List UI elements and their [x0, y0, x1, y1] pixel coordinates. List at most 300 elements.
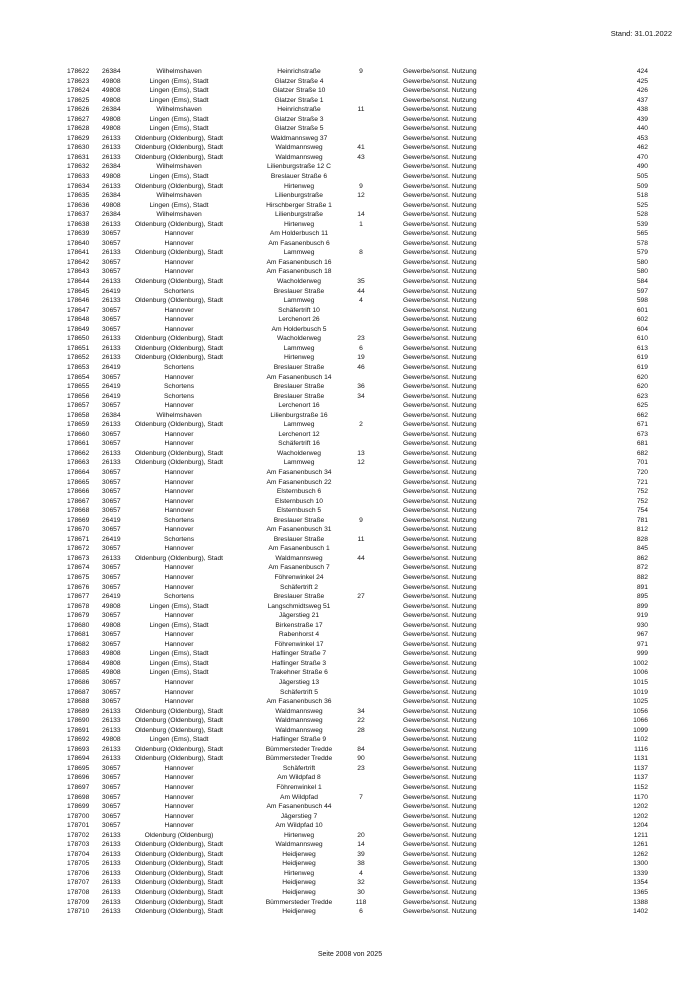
cell-record-id: 178700 — [67, 812, 90, 820]
cell-plz: 26133 — [102, 449, 121, 457]
cell-strasse: Am Fasanenbusch 16 — [266, 258, 332, 266]
cell-strasse: Heinrichstraße — [277, 106, 321, 114]
cell-ort: Oldenburg (Oldenburg), Stadt — [134, 726, 224, 734]
cell-hausnummer: 44 — [357, 287, 365, 295]
cell-hausnummer: 14 — [357, 211, 365, 219]
cell-strasse: Heidjerweg — [282, 879, 316, 887]
cell-record-id: 178660 — [67, 430, 90, 438]
cell-strasse: Am Wildpfad 8 — [277, 774, 321, 782]
cell-wert: 671 — [636, 421, 648, 429]
cell-wert: 528 — [636, 211, 648, 219]
cell-ort: Lingen (Ems), Stadt — [149, 96, 209, 104]
cell-hausnummer: 27 — [357, 593, 365, 601]
cell-nutzung: Gewerbe/sonst. Nutzung — [403, 201, 477, 209]
cell-record-id: 178672 — [67, 545, 90, 553]
table-row — [60, 583, 650, 593]
cell-hausnummer: 44 — [357, 554, 365, 562]
cell-plz: 26133 — [102, 850, 121, 858]
cell-record-id: 178651 — [67, 344, 90, 352]
cell-ort: Oldenburg (Oldenburg), Stadt — [134, 354, 224, 362]
cell-strasse: Haflinger Straße 7 — [271, 650, 327, 658]
cell-plz: 30657 — [102, 764, 121, 772]
cell-nutzung: Gewerbe/sonst. Nutzung — [403, 468, 477, 476]
cell-ort: Hannover — [164, 564, 194, 572]
cell-strasse: Lammweg — [283, 249, 315, 257]
cell-nutzung: Gewerbe/sonst. Nutzung — [403, 402, 477, 410]
cell-plz: 30657 — [102, 468, 121, 476]
cell-hausnummer: 20 — [357, 831, 365, 839]
table-row — [60, 573, 650, 583]
cell-hausnummer: 14 — [357, 841, 365, 849]
cell-ort: Oldenburg (Oldenburg), Stadt — [134, 869, 224, 877]
cell-strasse: Hirtenweg — [283, 354, 315, 362]
cell-strasse: Waldmannsweg — [275, 153, 323, 161]
cell-strasse: Schäfertrift 10 — [278, 306, 320, 314]
cell-wert: 872 — [636, 564, 648, 572]
table-row — [60, 516, 650, 526]
cell-plz: 26133 — [102, 153, 121, 161]
cell-ort: Wilhelmshaven — [156, 211, 202, 219]
table-row — [60, 535, 650, 545]
cell-record-id: 178681 — [67, 631, 90, 639]
cell-wert: 619 — [636, 354, 648, 362]
cell-plz: 26133 — [102, 278, 121, 286]
cell-record-id: 178689 — [67, 707, 90, 715]
cell-plz: 26133 — [102, 717, 121, 725]
cell-nutzung: Gewerbe/sonst. Nutzung — [403, 908, 477, 916]
cell-wert: 580 — [636, 258, 648, 266]
cell-hausnummer: 41 — [357, 144, 365, 152]
cell-plz: 26133 — [102, 220, 121, 228]
table-row — [60, 449, 650, 459]
cell-plz: 49808 — [102, 650, 121, 658]
cell-record-id: 178623 — [67, 77, 90, 85]
table-row — [60, 716, 650, 726]
cell-plz: 26133 — [102, 745, 121, 753]
table-row — [60, 554, 650, 564]
cell-strasse: Lilienburgstraße 16 — [270, 411, 328, 419]
table-row — [60, 678, 650, 688]
cell-ort: Lingen (Ems), Stadt — [149, 621, 209, 629]
cell-ort: Hannover — [164, 507, 194, 515]
table-row — [60, 325, 650, 335]
cell-strasse: Breslauer Straße — [273, 593, 325, 601]
cell-strasse: Bümmersteder Tredde — [265, 755, 333, 763]
cell-strasse: Hirtenweg — [283, 220, 315, 228]
cell-ort: Oldenburg (Oldenburg), Stadt — [134, 889, 224, 897]
cell-ort: Lingen (Ems), Stadt — [149, 173, 209, 181]
cell-strasse: Hirtenweg — [283, 869, 315, 877]
cell-wert: 754 — [636, 507, 648, 515]
cell-nutzung: Gewerbe/sonst. Nutzung — [403, 793, 477, 801]
cell-wert: 681 — [636, 440, 648, 448]
cell-ort: Hannover — [164, 230, 194, 238]
cell-hausnummer: 2 — [359, 421, 363, 429]
cell-ort: Hannover — [164, 640, 194, 648]
table-row — [60, 153, 650, 163]
cell-ort: Hannover — [164, 793, 194, 801]
cell-nutzung: Gewerbe/sonst. Nutzung — [403, 125, 477, 133]
table-row — [60, 602, 650, 612]
cell-plz: 30657 — [102, 545, 121, 553]
cell-ort: Lingen (Ems), Stadt — [149, 659, 209, 667]
cell-nutzung: Gewerbe/sonst. Nutzung — [403, 77, 477, 85]
cell-record-id: 178682 — [67, 640, 90, 648]
cell-plz: 26133 — [102, 869, 121, 877]
cell-strasse: Glatzer Straße 1 — [274, 96, 324, 104]
cell-plz: 30657 — [102, 402, 121, 410]
cell-plz: 49808 — [102, 602, 121, 610]
cell-plz: 26384 — [102, 106, 121, 114]
cell-nutzung: Gewerbe/sonst. Nutzung — [403, 812, 477, 820]
table-row — [60, 191, 650, 201]
table-row — [60, 592, 650, 602]
cell-ort: Oldenburg (Oldenburg), Stadt — [134, 335, 224, 343]
table-row — [60, 525, 650, 535]
cell-record-id: 178662 — [67, 449, 90, 457]
cell-record-id: 178634 — [67, 182, 90, 190]
cell-plz: 49808 — [102, 173, 121, 181]
cell-strasse: Hirschberger Straße 1 — [266, 201, 332, 209]
cell-record-id: 178703 — [67, 841, 90, 849]
cell-wert: 682 — [636, 449, 648, 457]
cell-hausnummer: 4 — [359, 869, 363, 877]
table-row — [60, 707, 650, 717]
cell-nutzung: Gewerbe/sonst. Nutzung — [403, 593, 477, 601]
cell-strasse: Heidjerweg — [282, 889, 316, 897]
table-row — [60, 287, 650, 297]
cell-record-id: 178692 — [67, 736, 90, 744]
cell-nutzung: Gewerbe/sonst. Nutzung — [403, 373, 477, 381]
cell-record-id: 178635 — [67, 192, 90, 200]
cell-nutzung: Gewerbe/sonst. Nutzung — [403, 106, 477, 114]
table-row — [60, 888, 650, 898]
table-row — [60, 267, 650, 277]
cell-strasse: Am Fasanenbusch 14 — [266, 373, 332, 381]
cell-strasse: Waldmannsweg 37 — [270, 134, 328, 142]
cell-plz: 26133 — [102, 841, 121, 849]
cell-nutzung: Gewerbe/sonst. Nutzung — [403, 669, 477, 677]
cell-record-id: 178644 — [67, 278, 90, 286]
table-row — [60, 382, 650, 392]
cell-plz: 26133 — [102, 726, 121, 734]
cell-ort: Hannover — [164, 679, 194, 686]
cell-wert: 426 — [636, 87, 648, 95]
cell-record-id: 178650 — [67, 335, 90, 343]
cell-strasse: Trakehner Straße 6 — [270, 669, 328, 677]
table-row — [60, 258, 650, 268]
cell-record-id: 178687 — [67, 688, 90, 696]
cell-plz: 26133 — [102, 707, 121, 715]
cell-nutzung: Gewerbe/sonst. Nutzung — [403, 860, 477, 868]
cell-plz: 26133 — [102, 908, 121, 916]
cell-nutzung: Gewerbe/sonst. Nutzung — [403, 879, 477, 887]
cell-ort: Oldenburg (Oldenburg), Stadt — [134, 297, 224, 305]
cell-ort: Hannover — [164, 478, 194, 486]
cell-wert: 971 — [636, 640, 648, 648]
cell-nutzung: Gewerbe/sonst. Nutzung — [403, 831, 477, 839]
cell-ort: Hannover — [164, 239, 194, 247]
cell-strasse: Waldmannsweg — [275, 707, 323, 715]
cell-record-id: 178676 — [67, 583, 90, 591]
cell-plz: 30657 — [102, 258, 121, 266]
cell-nutzung: Gewerbe/sonst. Nutzung — [403, 363, 477, 371]
cell-strasse: Am Holderbusch 5 — [271, 325, 327, 333]
cell-record-id: 178631 — [67, 153, 90, 161]
cell-record-id: 178626 — [67, 106, 90, 114]
table-row — [60, 182, 650, 192]
cell-plz: 26419 — [102, 392, 121, 400]
cell-ort: Oldenburg (Oldenburg), Stadt — [134, 344, 224, 352]
cell-wert: 1202 — [633, 812, 648, 820]
cell-ort: Oldenburg (Oldenburg), Stadt — [134, 717, 224, 725]
cell-record-id: 178624 — [67, 87, 90, 95]
cell-strasse: Breslauer Straße — [273, 287, 325, 295]
cell-ort: Hannover — [164, 698, 194, 706]
cell-nutzung: Gewerbe/sonst. Nutzung — [403, 220, 477, 228]
cell-record-id: 178674 — [67, 564, 90, 572]
cell-strasse: Am Fasanenbusch 22 — [266, 478, 332, 486]
cell-strasse: Lammweg — [283, 421, 315, 429]
cell-record-id: 178679 — [67, 612, 90, 620]
table-row — [60, 497, 650, 507]
cell-nutzung: Gewerbe/sonst. Nutzung — [403, 268, 477, 276]
cell-wert: 662 — [636, 411, 648, 419]
table-row — [60, 688, 650, 698]
table-row — [60, 793, 650, 803]
cell-wert: 1170 — [633, 793, 648, 801]
cell-record-id: 178708 — [67, 889, 90, 897]
cell-wert: 518 — [636, 192, 648, 200]
cell-nutzung: Gewerbe/sonst. Nutzung — [403, 707, 477, 715]
cell-nutzung: Gewerbe/sonst. Nutzung — [403, 144, 477, 152]
table-row — [60, 773, 650, 783]
cell-hausnummer: 90 — [357, 755, 365, 763]
cell-ort: Hannover — [164, 430, 194, 438]
cell-nutzung: Gewerbe/sonst. Nutzung — [403, 545, 477, 553]
cell-nutzung: Gewerbe/sonst. Nutzung — [403, 230, 477, 238]
table-row — [60, 630, 650, 640]
cell-wert: 1261 — [633, 841, 648, 849]
cell-wert: 891 — [636, 583, 648, 591]
cell-strasse: Jägerstieg 13 — [278, 679, 320, 686]
cell-strasse: Bümmersteder Tredde — [265, 898, 333, 906]
cell-record-id: 178661 — [67, 440, 90, 448]
cell-nutzung: Gewerbe/sonst. Nutzung — [403, 850, 477, 858]
cell-wert: 673 — [636, 430, 648, 438]
cell-wert: 919 — [636, 612, 648, 620]
cell-wert: 1116 — [634, 745, 648, 753]
table-row — [60, 812, 650, 822]
cell-plz: 49808 — [102, 87, 121, 95]
cell-ort: Hannover — [164, 373, 194, 381]
cell-strasse: Lilienburgstraße — [275, 211, 323, 219]
cell-nutzung: Gewerbe/sonst. Nutzung — [403, 764, 477, 772]
table-row — [60, 306, 650, 316]
cell-ort: Lingen (Ems), Stadt — [149, 201, 209, 209]
cell-wert: 1099 — [633, 726, 648, 734]
cell-wert: 899 — [636, 602, 648, 610]
cell-ort: Lingen (Ems), Stadt — [149, 125, 209, 133]
cell-ort: Hannover — [164, 774, 194, 782]
table-row — [60, 898, 650, 908]
table-row — [60, 859, 650, 869]
table-row — [60, 563, 650, 573]
cell-hausnummer: 9 — [359, 68, 363, 75]
cell-plz: 30657 — [102, 679, 121, 686]
cell-record-id: 178677 — [67, 593, 90, 601]
table-row — [60, 821, 650, 831]
cell-wert: 610 — [636, 335, 648, 343]
cell-wert: 1202 — [633, 803, 648, 811]
table-row — [60, 363, 650, 373]
cell-record-id: 178646 — [67, 297, 90, 305]
table-row — [60, 401, 650, 411]
cell-record-id: 178695 — [67, 764, 90, 772]
cell-nutzung: Gewerbe/sonst. Nutzung — [403, 134, 477, 142]
table-row — [60, 735, 650, 745]
cell-plz: 49808 — [102, 621, 121, 629]
cell-hausnummer: 43 — [357, 153, 365, 161]
cell-strasse: Waldmannsweg — [275, 841, 323, 849]
cell-nutzung: Gewerbe/sonst. Nutzung — [403, 392, 477, 400]
table-row — [60, 544, 650, 554]
table-row — [60, 77, 650, 87]
cell-nutzung: Gewerbe/sonst. Nutzung — [403, 889, 477, 897]
cell-nutzung: Gewerbe/sonst. Nutzung — [403, 478, 477, 486]
cell-ort: Lingen (Ems), Stadt — [149, 669, 209, 677]
cell-plz: 49808 — [102, 669, 121, 677]
cell-nutzung: Gewerbe/sonst. Nutzung — [403, 631, 477, 639]
table-row — [60, 210, 650, 220]
cell-record-id: 178648 — [67, 316, 90, 324]
cell-plz: 26133 — [102, 354, 121, 362]
cell-wert: 1066 — [633, 717, 648, 725]
cell-wert: 1137 — [633, 774, 648, 782]
cell-strasse: Am Fasanenbusch 44 — [266, 803, 332, 811]
cell-plz: 26133 — [102, 889, 121, 897]
cell-hausnummer: 35 — [357, 278, 365, 286]
cell-nutzung: Gewerbe/sonst. Nutzung — [403, 239, 477, 247]
cell-nutzung: Gewerbe/sonst. Nutzung — [403, 688, 477, 696]
cell-wert: 701 — [636, 459, 648, 467]
cell-record-id: 178655 — [67, 383, 90, 391]
cell-hausnummer: 6 — [359, 908, 363, 916]
cell-record-id: 178657 — [67, 402, 90, 410]
cell-nutzung: Gewerbe/sonst. Nutzung — [403, 192, 477, 200]
cell-hausnummer: 13 — [357, 449, 365, 457]
cell-plz: 26133 — [102, 249, 121, 257]
cell-hausnummer: 11 — [357, 106, 365, 114]
cell-hausnummer: 34 — [357, 392, 365, 400]
cell-strasse: Heidjerweg — [282, 860, 316, 868]
cell-wert: 525 — [636, 201, 648, 209]
cell-strasse: Am Holderbusch 11 — [269, 230, 329, 238]
cell-plz: 30657 — [102, 268, 121, 276]
cell-nutzung: Gewerbe/sonst. Nutzung — [403, 554, 477, 562]
cell-plz: 26133 — [102, 335, 121, 343]
cell-nutzung: Gewerbe/sonst. Nutzung — [403, 488, 477, 496]
cell-nutzung: Gewerbe/sonst. Nutzung — [403, 306, 477, 314]
cell-ort: Oldenburg (Oldenburg), Stadt — [134, 459, 224, 467]
cell-plz: 26419 — [102, 593, 121, 601]
cell-plz: 26384 — [102, 163, 121, 171]
cell-nutzung: Gewerbe/sonst. Nutzung — [403, 803, 477, 811]
cell-nutzung: Gewerbe/sonst. Nutzung — [403, 679, 477, 686]
cell-plz: 30657 — [102, 526, 121, 534]
cell-record-id: 178647 — [67, 306, 90, 314]
cell-hausnummer: 6 — [359, 344, 363, 352]
cell-record-id: 178701 — [67, 822, 90, 830]
cell-nutzung: Gewerbe/sonst. Nutzung — [403, 507, 477, 515]
cell-ort: Wilhelmshaven — [156, 106, 202, 114]
cell-nutzung: Gewerbe/sonst. Nutzung — [403, 297, 477, 305]
cell-plz: 30657 — [102, 612, 121, 620]
cell-wert: 462 — [636, 144, 648, 152]
cell-plz: 26133 — [102, 755, 121, 763]
table-row — [60, 745, 650, 755]
cell-ort: Hannover — [164, 402, 194, 410]
cell-wert: 812 — [636, 526, 648, 534]
cell-hausnummer: 36 — [357, 383, 365, 391]
table-row — [60, 831, 650, 841]
cell-record-id: 178673 — [67, 554, 90, 562]
cell-wert: 781 — [636, 516, 648, 524]
cell-ort: Lingen (Ems), Stadt — [149, 77, 209, 85]
cell-ort: Hannover — [164, 258, 194, 266]
cell-record-id: 178622 — [67, 68, 90, 75]
cell-record-id: 178696 — [67, 774, 90, 782]
cell-plz: 30657 — [102, 430, 121, 438]
cell-plz: 26133 — [102, 831, 121, 839]
cell-plz: 26133 — [102, 554, 121, 562]
cell-hausnummer: 8 — [359, 249, 363, 257]
cell-ort: Schortens — [163, 535, 195, 543]
cell-strasse: Breslauer Straße — [273, 516, 325, 524]
cell-nutzung: Gewerbe/sonst. Nutzung — [403, 717, 477, 725]
cell-strasse: Am Fasanenbusch 18 — [266, 268, 332, 276]
cell-nutzung: Gewerbe/sonst. Nutzung — [403, 516, 477, 524]
cell-plz: 30657 — [102, 784, 121, 792]
cell-nutzung: Gewerbe/sonst. Nutzung — [403, 115, 477, 123]
table-row — [60, 726, 650, 736]
cell-plz: 26384 — [102, 68, 121, 75]
cell-wert: 999 — [636, 650, 648, 658]
cell-hausnummer: 46 — [357, 363, 365, 371]
cell-plz: 49808 — [102, 96, 121, 104]
cell-strasse: Am Fasanenbusch 36 — [266, 698, 332, 706]
cell-nutzung: Gewerbe/sonst. Nutzung — [403, 898, 477, 906]
cell-wert: 623 — [636, 392, 648, 400]
cell-plz: 26384 — [102, 192, 121, 200]
cell-record-id: 178697 — [67, 784, 90, 792]
cell-ort: Hannover — [164, 316, 194, 324]
cell-nutzung: Gewerbe/sonst. Nutzung — [403, 564, 477, 572]
cell-wert: 895 — [636, 593, 648, 601]
cell-wert: 613 — [636, 344, 648, 352]
cell-plz: 30657 — [102, 640, 121, 648]
cell-record-id: 178691 — [67, 726, 90, 734]
cell-ort: Oldenburg (Oldenburg), Stadt — [134, 841, 224, 849]
cell-nutzung: Gewerbe/sonst. Nutzung — [403, 249, 477, 257]
cell-wert: 967 — [636, 631, 648, 639]
cell-wert: 1131 — [633, 755, 648, 763]
cell-plz: 26133 — [102, 344, 121, 352]
cell-record-id: 178665 — [67, 478, 90, 486]
cell-wert: 1152 — [633, 784, 648, 792]
cell-record-id: 178629 — [67, 134, 90, 142]
cell-wert: 828 — [636, 535, 648, 543]
